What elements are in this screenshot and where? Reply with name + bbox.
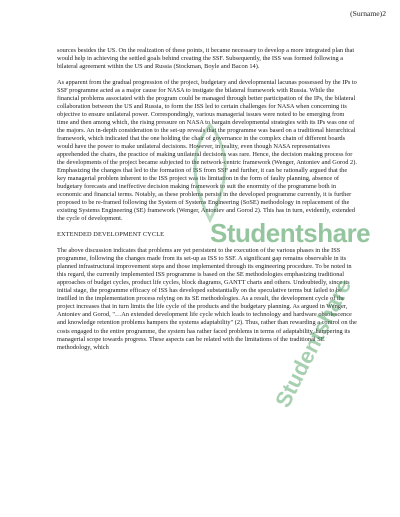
document-body (57, 47, 357, 360)
paragraph-3: The above discussion indicates that problems are yet persistent to the execution of the various phases in the ISS programme, following the changes made from its set-up as ISS to SSF. A significant gap remains observable in its planned infrastructural improvement steps and those implemented through its engineering procedure. To be noted in this regard, the currently implemented ISS programme is based on the SE methodologies emphasizing traditional approaches of budget cycles, product life cycles, block diagrams, GANTT charts and others. Undoubtedly, since its initial stage, the programme efficacy of ISS has developed substantially on the speculative terms but failed to be instilled in the implementation process relying on its SE methodologies. As a result, the development cycle of the project increases that in turn limits the life cycle of the products and the budgetary planning. As argued in Wenger, Antoniev and Gorod, "…An extended development life cycle which leads to technology and hardware obsolescence and knowledge retention problems hampers the systems adaptability" (2). Thus, rather than rewarding a control on the costs engaged to the entire programme, the system has rather faced problems in terms of adaptability, hampering its managerial scope towards progress. These aspects can be related with the limitations of the traditional SE methodology, which (57, 247, 357, 351)
section-heading: EXTENDED DEVELOPMENT CYCLE (57, 231, 165, 239)
running-head: (Surname)2 (350, 9, 386, 18)
paragraph-2: As apparent from the gradual progression of the project, budgetary and developmental lacunas possessed by the IPs to SSF programme acted as a major cause for NASA to instigate the bilateral framework with Russia. While the financial problems associated with the program could be managed through better participation of the IPs, the bilateral collaboration between the US and Russia, to form the ISS led to certain challenges for NASA when concerning its objective to ensure unilateral power. Correspondingly, various managerial issues were noted to be emerging from time and then among which, the rising pressure on NASA to bargain developmental strategies with its IPs was one of the majors. An in-depth consideration to the set-up reveals that the programme was based on a traditional hierarchical framework, which indicated that the one holding the chair of governance in the complex chain of different boards would have the power to make unilateral decisions. However, in reality, even though NASA representatives apprehended the chairs, the practice of making unilateral decisions was rare. Hence, the decision making process for the developments of the project became subjected to the network-centric framework (Wenger, Antoniev and Gorod 2). Emphasizing the changes that led to the formation of ISS from SSF and further, it can be rationally argued that the key managerial problem inherent to the ISS project was its limitation in the form of faulty planning, absence of budgetary forecasts and ineffective decision making framework to suit the enormity of the programme both in economic and financial terms. Notably, as these problems persist in the developed programme currently, it is further proposed to be re-framed following the System of Systems Engineering (SoSE) methodology in replacement of the existing Systems Engineering (SE) framework (Wenger, Antoniev and Gorod 2). This has in turn, evidently, extended the cycle of development. (57, 79, 357, 223)
paragraph-1: sources besides the US. On the realization of these points, it became necessary to develop a more integrated plan that would help in achieving the settled goals behind creating the SSF. Subsequently, the ISS was formed following a bilateral agreement within the US and Russia (Stockman, Boyle and Bacon 14). (57, 47, 355, 71)
watermark-logo: Studentshare (210, 218, 371, 248)
watermark-diagonal: Studentshare (270, 274, 357, 412)
